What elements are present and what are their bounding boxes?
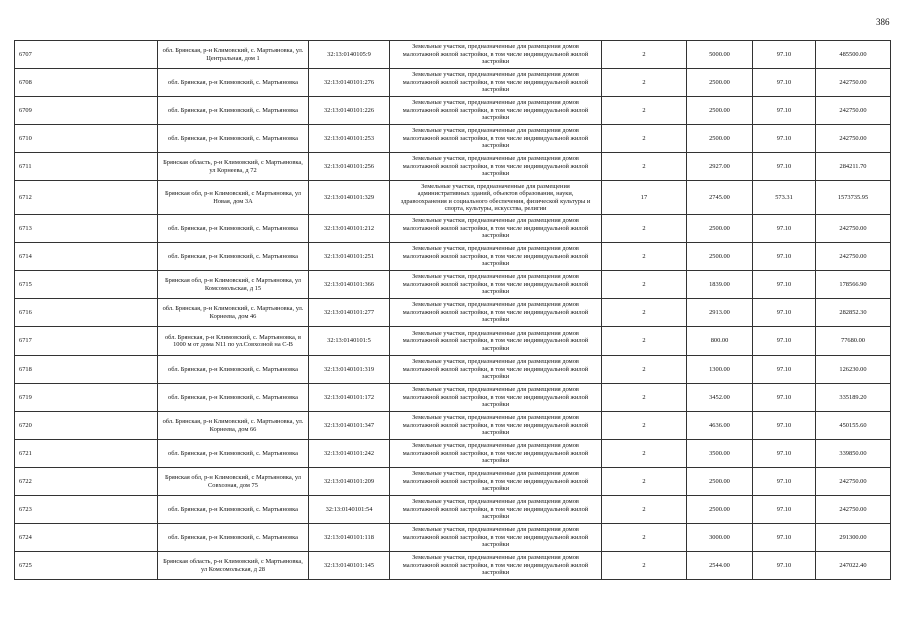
cadastral-number-cell: 32:13:0140101:145 — [309, 552, 390, 580]
area-cell: 2913.00 — [687, 299, 753, 327]
row-number: 6717 — [15, 327, 158, 356]
cadastral-value-cell: 242750.00 — [816, 468, 891, 496]
purpose-code-cell: 2 — [602, 468, 687, 496]
specific-value-cell: 97.10 — [753, 125, 816, 153]
address-cell: обл. Брянская, р-н Климовский, с. Мартьяновка, ул. Корнеева, дом 46 — [158, 299, 309, 327]
address-cell: обл. Брянская, р-н Климовский, с. Мартьяновка, ул. Центральная, дом 1 — [158, 41, 309, 69]
cadastral-value-cell: 282852.30 — [816, 299, 891, 327]
table-row — [15, 69, 891, 97]
cadastral-value-cell: 178566.90 — [816, 271, 891, 299]
purpose-code-cell: 2 — [602, 215, 687, 243]
row-number: 6715 — [15, 271, 158, 299]
row-number: 6718 — [15, 356, 158, 384]
table-row — [15, 412, 891, 440]
land-purpose-cell: Земельные участки, предназначенные для размещения административных зданий, объектов образования, науки, здравоохранения и социального обеспечения, физической культуры и спорта, культуры, искусства, религии — [390, 181, 602, 215]
table-row — [15, 41, 891, 69]
cadastral-number-cell: 32:13:0140101:256 — [309, 153, 390, 181]
specific-value-cell: 97.10 — [753, 153, 816, 181]
table-row — [15, 356, 891, 384]
address-cell: обл. Брянская, р-н Климовский, с. Мартьяновка — [158, 496, 309, 524]
purpose-code-cell: 17 — [602, 181, 687, 215]
table-row — [15, 468, 891, 496]
land-purpose-cell: Земельные участки, предназначенные для размещения домов малоэтажной жилой застройки, в том числе индивидуальной жилой застройки — [390, 41, 602, 69]
address-cell: обл. Брянская, р-н Климовский, с. Мартьяновка — [158, 97, 309, 125]
purpose-code-cell: 2 — [602, 496, 687, 524]
address-cell: обл. Брянская, р-н Климовский, с. Мартьяновка — [158, 356, 309, 384]
land-purpose-cell: Земельные участки, предназначенные для размещения домов малоэтажной жилой застройки, в том числе индивидуальной жилой застройки — [390, 552, 602, 580]
address-cell: Брянская область, р-н Климовский, с Мартьяновка, ул Корнеева, д 72 — [158, 153, 309, 181]
specific-value-cell: 97.10 — [753, 97, 816, 125]
cadastral-number-cell: 32:13:0140101:319 — [309, 356, 390, 384]
page-number: 386 — [876, 17, 890, 27]
cadastral-number-cell: 32:13:0140101:366 — [309, 271, 390, 299]
row-number: 6719 — [15, 384, 158, 412]
address-cell: обл. Брянская, р-н Климовский, с. Мартьяновка — [158, 524, 309, 552]
area-cell: 3500.00 — [687, 440, 753, 468]
land-purpose-cell: Земельные участки, предназначенные для размещения домов малоэтажной жилой застройки, в том числе индивидуальной жилой застройки — [390, 524, 602, 552]
purpose-code-cell: 2 — [602, 552, 687, 580]
row-number: 6720 — [15, 412, 158, 440]
specific-value-cell: 97.10 — [753, 69, 816, 97]
row-number: 6725 — [15, 552, 158, 580]
land-purpose-cell: Земельные участки, предназначенные для размещения домов малоэтажной жилой застройки, в том числе индивидуальной жилой застройки — [390, 384, 602, 412]
cadastral-value-cell: 77680.00 — [816, 327, 891, 356]
row-number: 6716 — [15, 299, 158, 327]
land-purpose-cell: Земельные участки, предназначенные для размещения домов малоэтажной жилой застройки, в том числе индивидуальной жилой застройки — [390, 496, 602, 524]
address-cell: обл. Брянская, р-н Климовский, с. Мартьяновка — [158, 125, 309, 153]
cadastral-value-cell: 242750.00 — [816, 215, 891, 243]
cadastral-number-cell: 32:13:0140101:277 — [309, 299, 390, 327]
area-cell: 3000.00 — [687, 524, 753, 552]
specific-value-cell: 97.10 — [753, 496, 816, 524]
table-row — [15, 327, 891, 356]
row-number: 6711 — [15, 153, 158, 181]
row-number: 6721 — [15, 440, 158, 468]
cadastral-number-cell: 32:13:0140101:251 — [309, 243, 390, 271]
table-row — [15, 524, 891, 552]
purpose-code-cell: 2 — [602, 271, 687, 299]
row-number: 6708 — [15, 69, 158, 97]
land-purpose-cell: Земельные участки, предназначенные для размещения домов малоэтажной жилой застройки, в том числе индивидуальной жилой застройки — [390, 243, 602, 271]
address-cell: обл. Брянская, р-н Климовский, с. Мартьяновка — [158, 69, 309, 97]
area-cell: 2544.00 — [687, 552, 753, 580]
specific-value-cell: 97.10 — [753, 41, 816, 69]
cadastral-value-cell: 242750.00 — [816, 97, 891, 125]
cadastral-value-cell: 339850.00 — [816, 440, 891, 468]
purpose-code-cell: 2 — [602, 384, 687, 412]
row-number: 6712 — [15, 181, 158, 215]
row-number: 6723 — [15, 496, 158, 524]
cadastral-value-table — [14, 40, 891, 580]
purpose-code-cell: 2 — [602, 356, 687, 384]
purpose-code-cell: 2 — [602, 69, 687, 97]
land-purpose-cell: Земельные участки, предназначенные для размещения домов малоэтажной жилой застройки, в том числе индивидуальной жилой застройки — [390, 299, 602, 327]
land-purpose-cell: Земельные участки, предназначенные для размещения домов малоэтажной жилой застройки, в том числе индивидуальной жилой застройки — [390, 125, 602, 153]
purpose-code-cell: 2 — [602, 125, 687, 153]
specific-value-cell: 97.10 — [753, 384, 816, 412]
specific-value-cell: 97.10 — [753, 552, 816, 580]
table-row — [15, 299, 891, 327]
cadastral-number-cell: 32:13:0140105:9 — [309, 41, 390, 69]
cadastral-number-cell: 32:13:0140101:226 — [309, 97, 390, 125]
specific-value-cell: 97.10 — [753, 524, 816, 552]
area-cell: 2500.00 — [687, 97, 753, 125]
address-cell: Брянская область, р-н Климовский, с Мартьяновка, ул Комсомольская, д 28 — [158, 552, 309, 580]
area-cell: 5000.00 — [687, 41, 753, 69]
specific-value-cell: 97.10 — [753, 440, 816, 468]
area-cell: 4636.00 — [687, 412, 753, 440]
cadastral-value-cell: 126230.00 — [816, 356, 891, 384]
address-cell: обл. Брянская, р-н Климовский, с. Мартьяновка, ул. Корнеева, дом 66 — [158, 412, 309, 440]
specific-value-cell: 97.10 — [753, 412, 816, 440]
table-row — [15, 243, 891, 271]
table-row — [15, 125, 891, 153]
table-row — [15, 271, 891, 299]
purpose-code-cell: 2 — [602, 524, 687, 552]
area-cell: 3452.00 — [687, 384, 753, 412]
cadastral-number-cell: 32:13:0140101:347 — [309, 412, 390, 440]
purpose-code-cell: 2 — [602, 97, 687, 125]
row-number: 6707 — [15, 41, 158, 69]
row-number: 6710 — [15, 125, 158, 153]
cadastral-value-cell: 450155.60 — [816, 412, 891, 440]
area-cell: 1300.00 — [687, 356, 753, 384]
cadastral-value-cell: 284211.70 — [816, 153, 891, 181]
specific-value-cell: 97.10 — [753, 356, 816, 384]
row-number: 6713 — [15, 215, 158, 243]
area-cell: 2500.00 — [687, 69, 753, 97]
area-cell: 2500.00 — [687, 243, 753, 271]
specific-value-cell: 97.10 — [753, 327, 816, 356]
address-cell: обл. Брянская, р-н Климовский, с. Мартьяновка, в 1000 м от дома N11 по ул.Совхозной на С-В — [158, 327, 309, 356]
land-purpose-cell: Земельные участки, предназначенные для размещения домов малоэтажной жилой застройки, в том числе индивидуальной жилой застройки — [390, 412, 602, 440]
table-row — [15, 97, 891, 125]
cadastral-value-cell: 485500.00 — [816, 41, 891, 69]
area-cell: 2500.00 — [687, 125, 753, 153]
table-row — [15, 552, 891, 580]
land-purpose-cell: Земельные участки, предназначенные для размещения домов малоэтажной жилой застройки, в том числе индивидуальной жилой застройки — [390, 215, 602, 243]
land-purpose-cell: Земельные участки, предназначенные для размещения домов малоэтажной жилой застройки, в том числе индивидуальной жилой застройки — [390, 69, 602, 97]
specific-value-cell: 97.10 — [753, 299, 816, 327]
table-row — [15, 153, 891, 181]
cadastral-number-cell: 32:13:0140101:54 — [309, 496, 390, 524]
address-cell: Брянская обл, р-н Климовский, с Мартьяновка, ул Комсомольская, д 15 — [158, 271, 309, 299]
address-cell: Брянская обл, р-н Климовский, с Мартьяновка, ул Совхозная, дом 75 — [158, 468, 309, 496]
cadastral-number-cell: 32:13:0140101:209 — [309, 468, 390, 496]
table-body — [15, 41, 891, 580]
cadastral-value-cell: 247022.40 — [816, 552, 891, 580]
area-cell: 2500.00 — [687, 468, 753, 496]
area-cell: 2500.00 — [687, 496, 753, 524]
cadastral-number-cell: 32:13:0140101:212 — [309, 215, 390, 243]
purpose-code-cell: 2 — [602, 327, 687, 356]
address-cell: Брянская обл, р-н Климовский, с Мартьяновка, ул Новая, дом 3А — [158, 181, 309, 215]
cadastral-value-cell: 242750.00 — [816, 125, 891, 153]
cadastral-number-cell: 32:13:0140101:118 — [309, 524, 390, 552]
address-cell: обл. Брянская, р-н Климовский, с. Мартьяновка — [158, 243, 309, 271]
cadastral-value-cell: 242750.00 — [816, 496, 891, 524]
cadastral-value-cell: 242750.00 — [816, 243, 891, 271]
specific-value-cell: 97.10 — [753, 215, 816, 243]
table-row — [15, 384, 891, 412]
cadastral-number-cell: 32:13:0140101:172 — [309, 384, 390, 412]
cadastral-number-cell: 32:13:0140101:242 — [309, 440, 390, 468]
specific-value-cell: 97.10 — [753, 468, 816, 496]
cadastral-value-cell: 335189.20 — [816, 384, 891, 412]
purpose-code-cell: 2 — [602, 440, 687, 468]
area-cell: 2745.00 — [687, 181, 753, 215]
purpose-code-cell: 2 — [602, 243, 687, 271]
cadastral-value-cell: 1573735.95 — [816, 181, 891, 215]
land-purpose-cell: Земельные участки, предназначенные для размещения домов малоэтажной жилой застройки, в том числе индивидуальной жилой застройки — [390, 153, 602, 181]
table-row — [15, 440, 891, 468]
land-purpose-cell: Земельные участки, предназначенные для размещения домов малоэтажной жилой застройки, в том числе индивидуальной жилой застройки — [390, 356, 602, 384]
cadastral-number-cell: 32:13:0140101:329 — [309, 181, 390, 215]
cadastral-value-cell: 242750.00 — [816, 69, 891, 97]
specific-value-cell: 97.10 — [753, 243, 816, 271]
area-cell: 2500.00 — [687, 215, 753, 243]
cadastral-number-cell: 32:13:0140101:276 — [309, 69, 390, 97]
row-number: 6724 — [15, 524, 158, 552]
table-row — [15, 215, 891, 243]
purpose-code-cell: 2 — [602, 41, 687, 69]
specific-value-cell: 573.31 — [753, 181, 816, 215]
cadastral-value-cell: 291300.00 — [816, 524, 891, 552]
address-cell: обл. Брянская, р-н Климовский, с. Мартьяновка — [158, 215, 309, 243]
row-number: 6709 — [15, 97, 158, 125]
purpose-code-cell: 2 — [602, 412, 687, 440]
cadastral-number-cell: 32:13:0140101:5 — [309, 327, 390, 356]
land-purpose-cell: Земельные участки, предназначенные для размещения домов малоэтажной жилой застройки, в том числе индивидуальной жилой застройки — [390, 468, 602, 496]
area-cell: 2927.00 — [687, 153, 753, 181]
table-row — [15, 496, 891, 524]
cadastral-number-cell: 32:13:0140101:253 — [309, 125, 390, 153]
purpose-code-cell: 2 — [602, 153, 687, 181]
row-number: 6722 — [15, 468, 158, 496]
specific-value-cell: 97.10 — [753, 271, 816, 299]
area-cell: 800.00 — [687, 327, 753, 356]
address-cell: обл. Брянская, р-н Климовский, с. Мартьяновка — [158, 384, 309, 412]
address-cell: обл. Брянская, р-н Климовский, с. Мартьяновка — [158, 440, 309, 468]
land-purpose-cell: Земельные участки, предназначенные для размещения домов малоэтажной жилой застройки, в том числе индивидуальной жилой застройки — [390, 327, 602, 356]
land-purpose-cell: Земельные участки, предназначенные для размещения домов малоэтажной жилой застройки, в том числе индивидуальной жилой застройки — [390, 97, 602, 125]
purpose-code-cell: 2 — [602, 299, 687, 327]
land-purpose-cell: Земельные участки, предназначенные для размещения домов малоэтажной жилой застройки, в том числе индивидуальной жилой застройки — [390, 271, 602, 299]
table-row — [15, 181, 891, 215]
area-cell: 1839.00 — [687, 271, 753, 299]
land-purpose-cell: Земельные участки, предназначенные для размещения домов малоэтажной жилой застройки, в том числе индивидуальной жилой застройки — [390, 440, 602, 468]
row-number: 6714 — [15, 243, 158, 271]
